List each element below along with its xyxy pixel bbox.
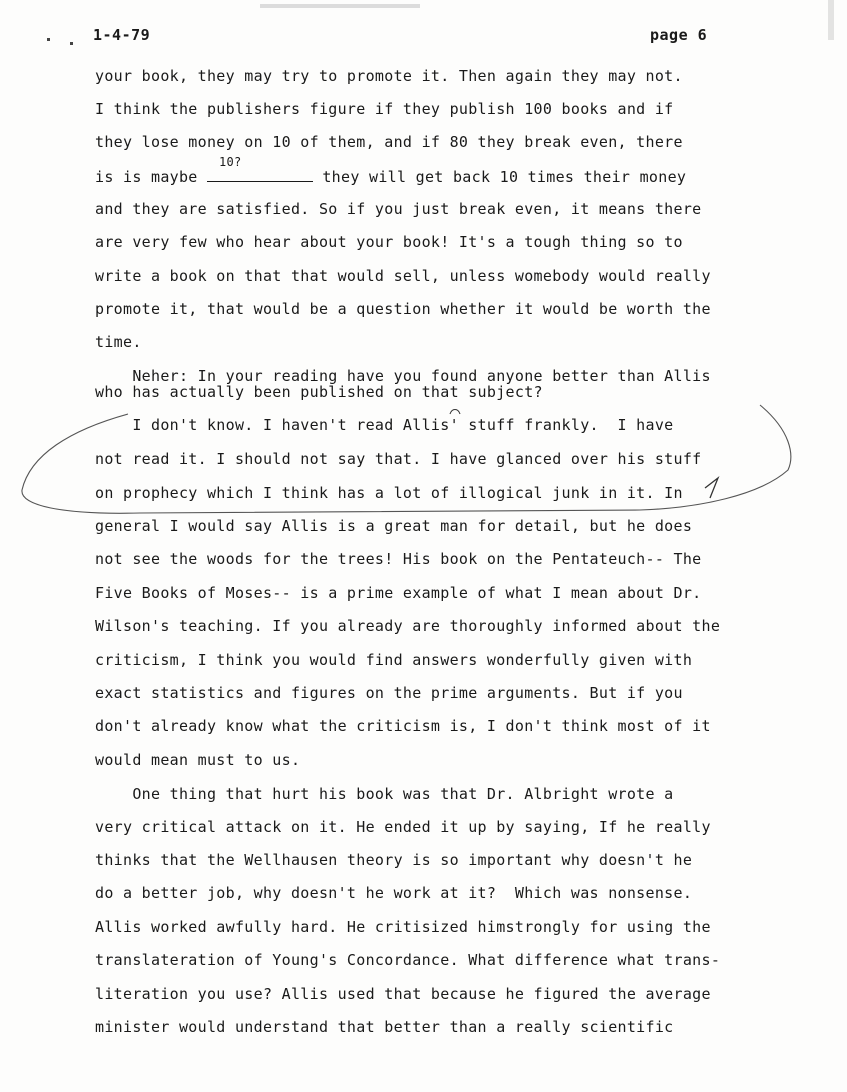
handwritten-note: 10? <box>218 155 242 169</box>
text-line: would mean must to us. <box>95 751 301 769</box>
text-fragment: is is maybe <box>95 168 198 186</box>
text-line: do a better job, why doesn't he work at it? Which was nonsense. <box>95 884 693 902</box>
text-line: write a book on that that would sell, unless womebody would really <box>95 267 711 285</box>
bracket-curve <box>22 405 791 513</box>
text-line: One thing that hurt his book was that Dr. Albright wrote a <box>95 785 674 803</box>
text-line: are very few who hear about your book! It's a tough thing so to <box>95 233 683 251</box>
text-line: not read it. I should not say that. I have glanced over his stuff <box>95 450 702 468</box>
header-date: 1-4-79 <box>93 26 151 44</box>
text-line: exact statistics and figures on the prime arguments. But if you <box>95 684 683 702</box>
separator-slash-mark <box>705 478 718 498</box>
text-line: literation you use? Allis used that because he figured the average <box>95 985 711 1003</box>
text-line: don't already know what the criticism is, I don't think most of it <box>95 717 711 735</box>
text-line: minister would understand that better than a really scientific <box>95 1018 674 1036</box>
text-line: your book, they may try to promote it. Then again they may not. <box>95 67 683 85</box>
header-page-number: page 6 <box>650 26 708 44</box>
text-line: on prophecy which I think has a lot of illogical junk in it. In <box>95 484 683 502</box>
text-line: not see the woods for the trees! His book on the Pentateuch-- The <box>95 550 702 568</box>
text-line: Allis worked awfully hard. He critisized himstrongly for using the <box>95 918 711 936</box>
text-line: I don't know. I haven't read Allis' stuff frankly. I have <box>95 416 674 434</box>
text-line: and they are satisfied. So if you just break even, it means there <box>95 200 702 218</box>
text-line: Five Books of Moses-- is a prime example of what I mean about Dr. <box>95 584 702 602</box>
text-line: who has actually been published on that subject? <box>95 383 543 401</box>
text-line: I think the publishers figure if they publish 100 books and if <box>95 100 674 118</box>
text-line: general I would say Allis is a great man for detail, but he does <box>95 517 693 535</box>
text-line: they lose money on 10 of them, and if 80 they break even, there <box>95 133 683 151</box>
text-line: thinks that the Wellhausen theory is so important why doesn't he <box>95 851 693 869</box>
text-line: very critical attack on it. He ended it up by saying, If he really <box>95 818 711 836</box>
text-line: criticism, I think you would find answers wonderfully given with <box>95 651 693 669</box>
text-line: promote it, that would be a question whether it would be worth the <box>95 300 711 318</box>
text-line: Wilson's teaching. If you already are thoroughly informed about the <box>95 617 721 635</box>
text-line: Neher: In your reading have you found anyone better than Allis <box>95 367 711 385</box>
text-line: translateration of Young's Concordance. What difference what trans- <box>95 951 721 969</box>
text-line: time. <box>95 333 142 351</box>
caret-mark <box>450 410 460 415</box>
text-fragment: they will get back 10 times their money <box>322 168 687 186</box>
